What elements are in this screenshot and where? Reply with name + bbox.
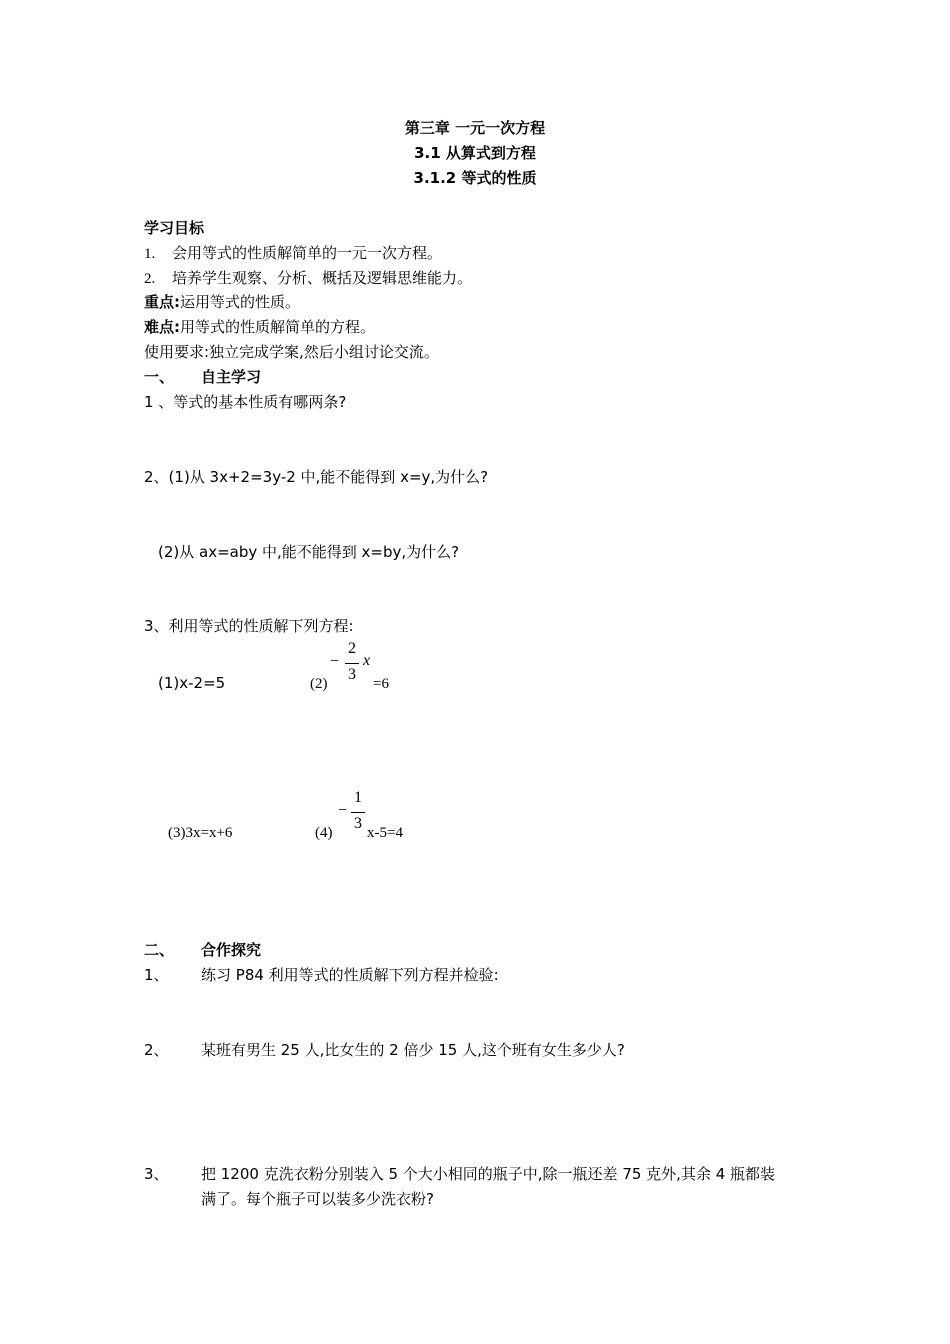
list-item	[144, 1040, 625, 1060]
key-point	[144, 292, 300, 312]
equation-2-rhs: =6	[373, 676, 389, 692]
item-number: 1、	[144, 966, 169, 984]
list-item	[144, 1164, 776, 1184]
key-point-text: 运用等式的性质。	[180, 293, 301, 311]
item-number: 3、	[144, 1165, 169, 1183]
equation-4-label: (4)	[315, 825, 333, 841]
objective-number: 1.	[144, 246, 156, 262]
part1-number: 一、	[144, 368, 175, 386]
list-item	[144, 965, 499, 985]
item-text: 练习 P84 利用等式的性质解下列方程并检验:	[201, 966, 499, 984]
fraction-numerator: 1	[354, 789, 362, 806]
difficulty-text: 用等式的性质解简单的方程。	[180, 318, 376, 336]
equation-4-rhs: x-5=4	[367, 825, 403, 841]
item-text-continuation: 满了。每个瓶子可以装多少洗衣粉?	[201, 1190, 434, 1208]
fraction-denominator: 3	[354, 815, 362, 832]
part1-title: 自主学习	[201, 368, 262, 386]
question-2-1: 2、(1)从 3x+2=3y-2 中,能不能得到 x=y,为什么?	[144, 468, 489, 486]
part1-heading	[144, 367, 262, 387]
question-2-2: (2)从 ax=aby 中,能不能得到 x=by,为什么?	[158, 543, 460, 561]
objective-number: 2.	[144, 271, 156, 287]
subsection-title: 3.1.2 等式的性质	[413, 169, 537, 187]
equation-3: (3)3x=x+6	[168, 825, 233, 841]
difficulty-point	[144, 317, 375, 337]
item-number: 2、	[144, 1041, 169, 1059]
item-text: 把 1200 克洗衣粉分别装入 5 个大小相同的瓶子中,除一瓶还差 75 克外,其余 4 瓶都装	[201, 1165, 776, 1183]
key-point-label: 重点:	[144, 293, 180, 311]
fraction-numerator: 2	[348, 640, 356, 657]
part2-number: 二、	[144, 941, 175, 959]
question-3: 3、利用等式的性质解下列方程:	[144, 617, 354, 635]
question-1: 1 、等式的基本性质有哪两条?	[144, 393, 347, 411]
objectives-heading: 学习目标	[144, 219, 205, 237]
part2-title: 合作探究	[201, 941, 262, 959]
objective-item	[144, 243, 442, 264]
usage-requirement: 使用要求:独立完成学案,然后小组讨论交流。	[144, 343, 439, 361]
equation-2-label: (2)	[310, 676, 328, 692]
fraction-bar	[345, 663, 359, 664]
chapter-title: 第三章 一元一次方程	[404, 119, 546, 137]
objective-text: 会用等式的性质解简单的一元一次方程。	[172, 244, 443, 262]
fraction-denominator: 3	[348, 666, 356, 683]
minus-sign: −	[330, 653, 340, 670]
objective-item	[144, 268, 472, 289]
fraction-bar	[351, 812, 365, 813]
section-title: 3.1 从算式到方程	[414, 144, 536, 162]
variable-x: x	[363, 652, 371, 669]
difficulty-label: 难点:	[144, 318, 180, 336]
item-text: 某班有男生 25 人,比女生的 2 倍少 15 人,这个班有女生多少人?	[201, 1041, 625, 1059]
part2-heading	[144, 940, 262, 960]
objective-text: 培养学生观察、分析、概括及逻辑思维能力。	[172, 269, 473, 287]
equation-1: (1)x-2=5	[158, 674, 226, 692]
minus-sign: −	[338, 802, 348, 819]
